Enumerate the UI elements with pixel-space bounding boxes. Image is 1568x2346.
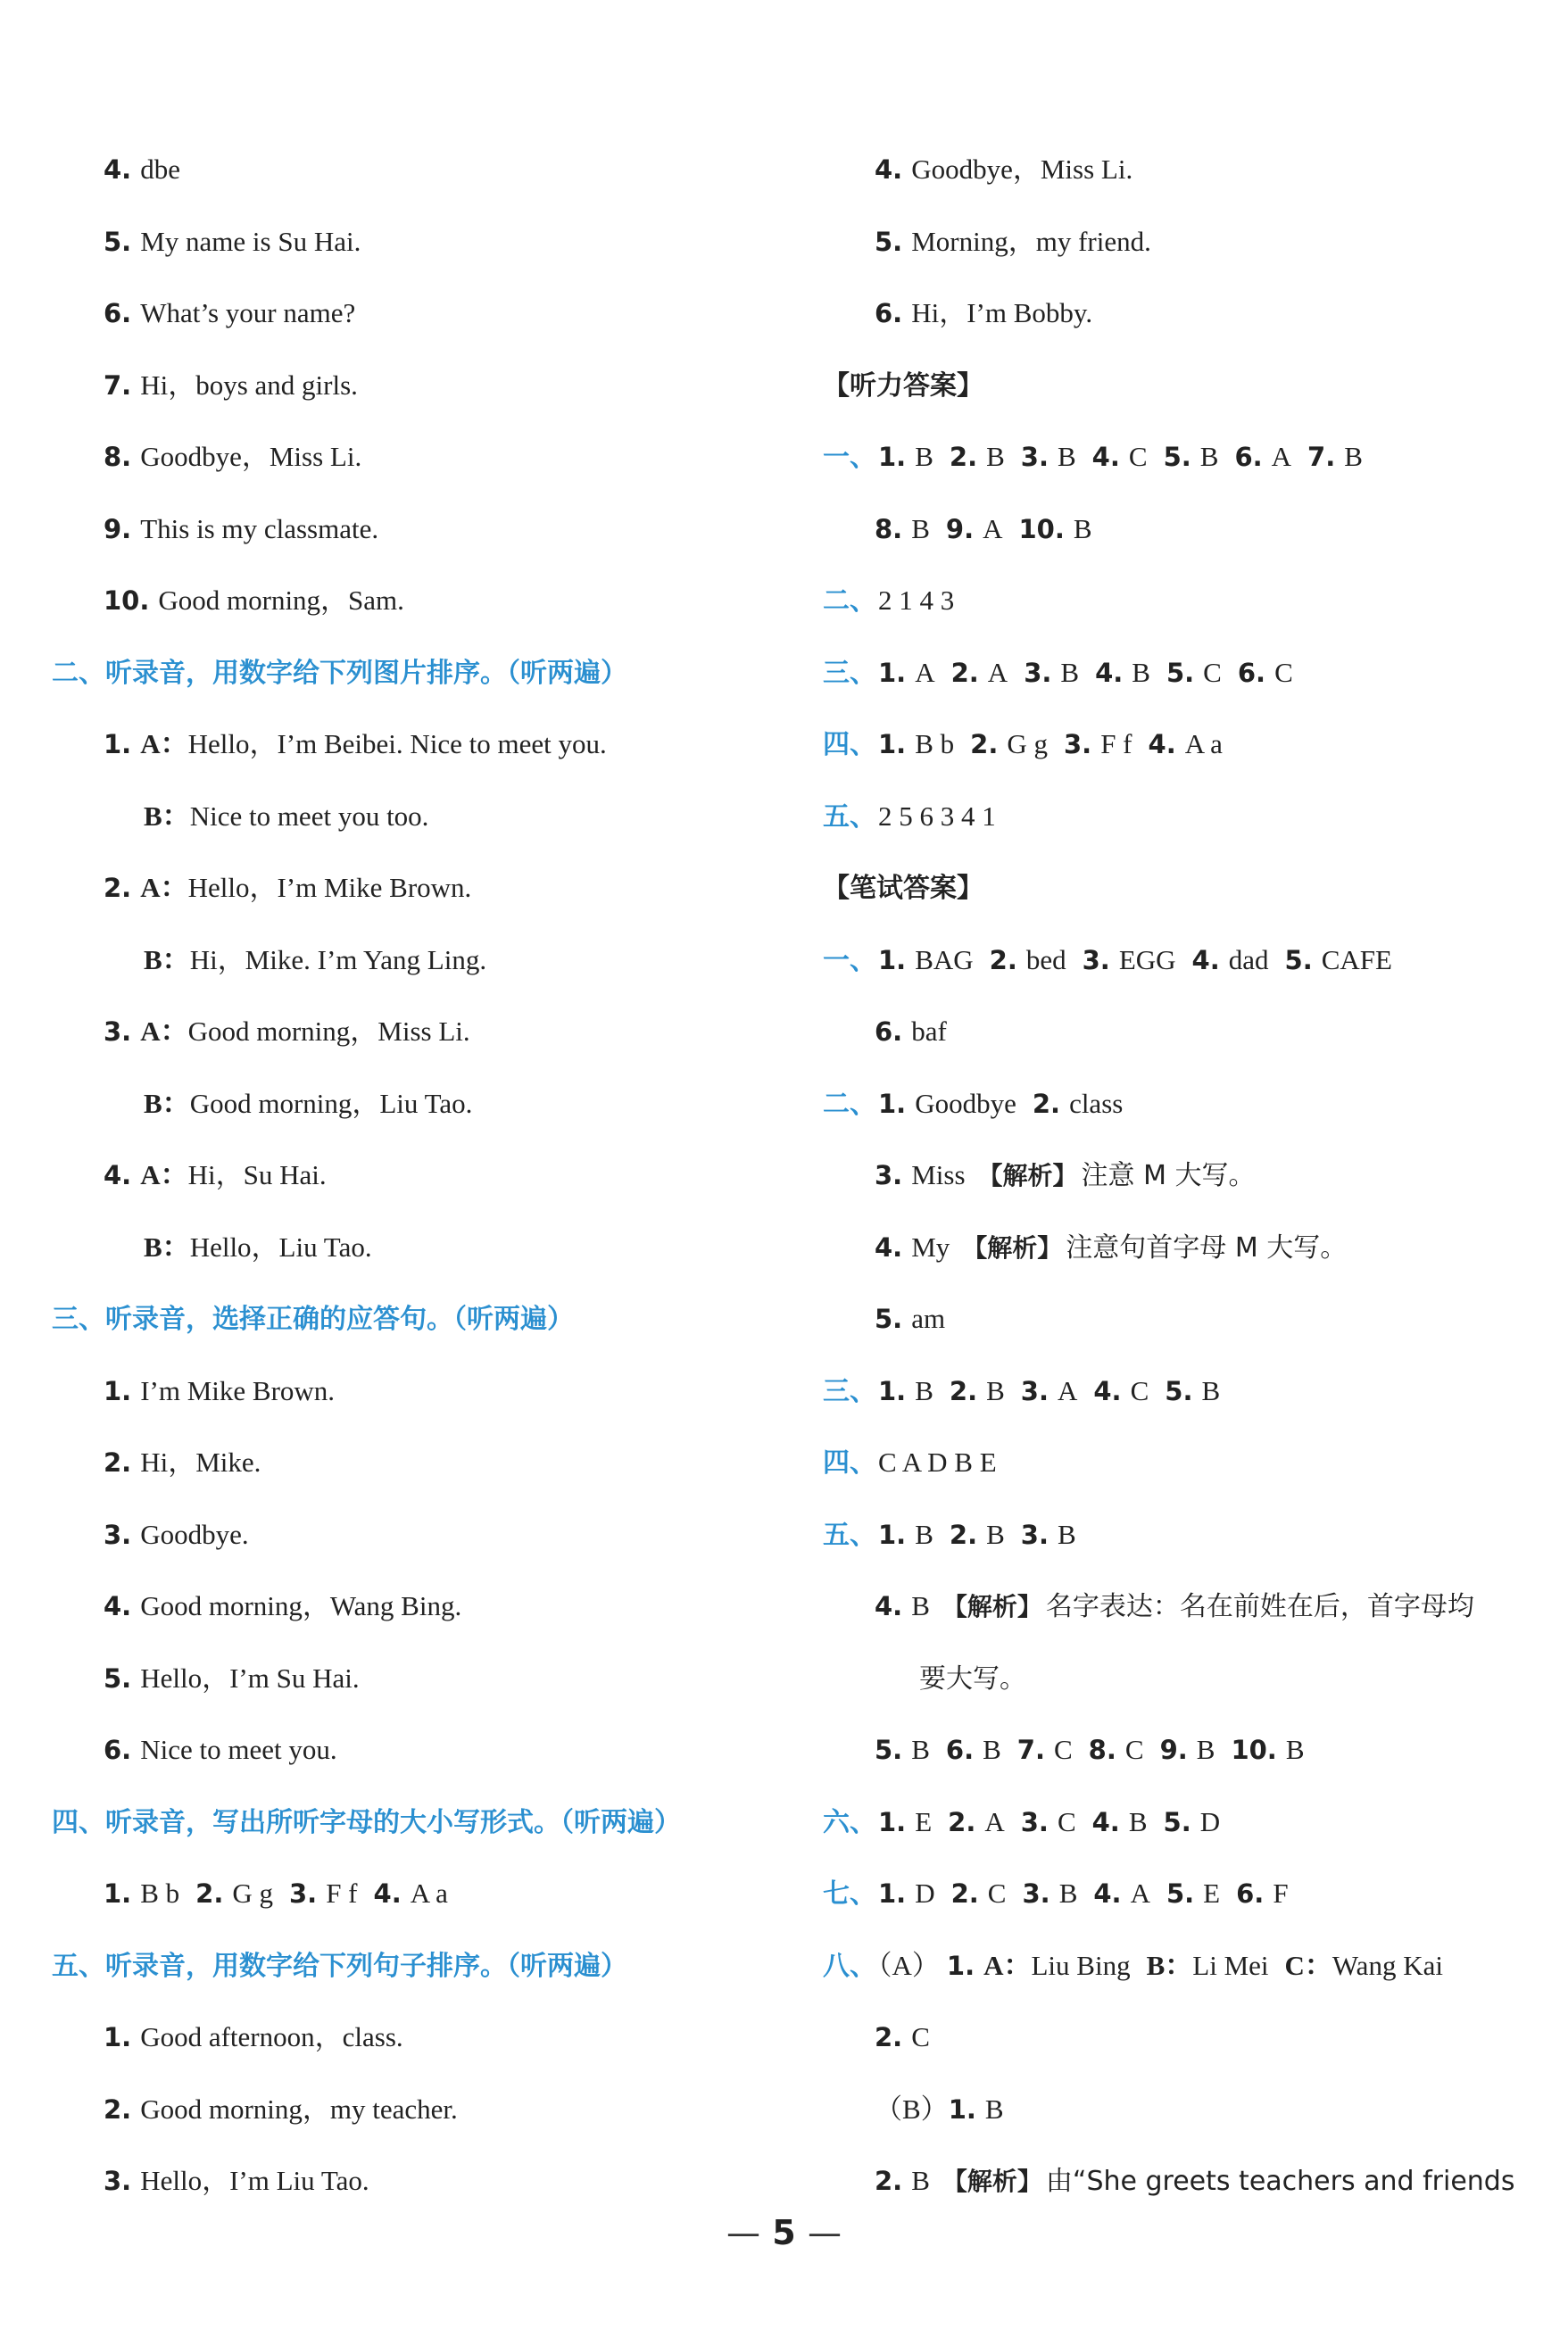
answer-number: 1. <box>878 442 907 472</box>
answer-number: 3. <box>1082 944 1110 975</box>
section-note: （听两遍） <box>453 1304 574 1335</box>
answer-number: 1. <box>878 657 907 688</box>
section-heading: 四、听录音，写出所听字母的大小写形式。 <box>52 1806 560 1838</box>
section-label: 六、 <box>823 1806 876 1838</box>
answer-number: 4. <box>1091 1806 1120 1837</box>
answer-value: F f <box>326 1878 358 1909</box>
item-text: Nice to meet you. <box>140 1734 337 1765</box>
name-label: A： <box>983 1949 1032 1981</box>
answer-heading: 【笔试答案】 <box>823 873 983 904</box>
line-plain <box>823 565 1537 637</box>
section-label: 五、 <box>823 800 876 833</box>
line-dialog <box>52 781 784 853</box>
speaker-label: B： <box>144 1087 190 1119</box>
section-label: 四、 <box>823 729 876 760</box>
item-text: dbe <box>140 153 180 185</box>
item-text: Hi，Mike. <box>140 1447 261 1478</box>
answer-number: 5. <box>1163 442 1191 472</box>
sub-label: （B） <box>875 2093 949 2125</box>
answer-sequence: C A D B E <box>878 1447 997 1478</box>
answer-value: B <box>984 2093 1004 2125</box>
line-note <box>823 1140 1537 1212</box>
line-item <box>52 1714 784 1786</box>
line-answers <box>823 1068 1537 1140</box>
analysis-tag: 【解析】 <box>977 1161 1078 1190</box>
line-item <box>52 1355 784 1428</box>
answer-number: 10. <box>1231 1735 1277 1765</box>
answer-number: 1. <box>946 1950 975 1981</box>
line-item <box>52 421 784 493</box>
line-answers <box>823 1355 1537 1428</box>
item-text: Hi，boys and girls. <box>140 369 358 401</box>
line-heading <box>823 852 1537 924</box>
answer-number: 9. <box>1159 1735 1188 1765</box>
section-heading: 五、听录音，用数字给下列句子排序。 <box>52 1950 507 1982</box>
item-text: Good morning，Sam. <box>158 584 404 616</box>
analysis-text: 名字表达：名在前姓在后，首字母均 <box>1045 1591 1474 1622</box>
answer-number: 10. <box>1018 513 1065 544</box>
line-heading <box>823 350 1537 422</box>
analysis-text-continued: 要大写。 <box>919 1662 1026 1695</box>
item-text: Good afternoon，class. <box>140 2021 403 2052</box>
speaker-label: B： <box>144 943 190 975</box>
answer-value: E <box>1203 1878 1221 1909</box>
answer-number: 3. <box>1022 1878 1050 1909</box>
line-answers <box>52 1858 784 1930</box>
item-text: Morning，my friend. <box>911 225 1151 257</box>
line-answers <box>823 2002 1537 2074</box>
answer-value: B <box>1057 441 1076 472</box>
answer-value: B <box>915 1518 933 1550</box>
answer-number: 2. <box>948 1806 976 1837</box>
answer-number: 5. <box>1163 1806 1191 1837</box>
line-answers <box>823 1714 1537 1786</box>
item-number: 6. <box>104 298 132 328</box>
line-answers <box>823 637 1537 709</box>
line-note <box>823 1571 1537 1643</box>
line-item <box>52 2145 784 2218</box>
answer-number: 1. <box>878 1088 907 1119</box>
line-item <box>52 278 784 350</box>
analysis-text: 注意 M 大写。 <box>1081 1160 1256 1191</box>
answer-value: B <box>911 1590 930 1621</box>
answer-number: 5. <box>1165 1375 1193 1406</box>
answer-value: B <box>1285 1734 1305 1765</box>
answer-value: G g <box>232 1878 273 1909</box>
answer-value: B <box>911 1734 930 1765</box>
line-item <box>823 206 1537 278</box>
line-item <box>52 493 784 566</box>
name-label: B： <box>1146 1949 1193 1981</box>
answer-value: B <box>911 512 930 544</box>
answer-value: B <box>1344 441 1363 472</box>
item-number: 9. <box>104 513 132 544</box>
line-subanswers <box>823 2074 1537 2146</box>
answer-number: 4. <box>1093 1878 1122 1909</box>
dialog-text: Hello，I’m Mike Brown. <box>187 872 472 903</box>
item-text: Hi，I’m Bobby. <box>911 297 1093 328</box>
line-item <box>52 350 784 422</box>
answer-number: 4. <box>373 1878 402 1909</box>
item-number: 3. <box>104 1016 132 1047</box>
answer-number: 2. <box>949 1375 978 1406</box>
answer-number: 3. <box>1020 1806 1049 1837</box>
answer-number: 2. <box>989 944 1017 975</box>
answer-value: EGG <box>1118 943 1176 975</box>
line-item <box>823 278 1537 350</box>
line-section <box>52 1283 784 1355</box>
line-section <box>52 637 784 709</box>
answer-value: Miss <box>911 1159 966 1190</box>
answer-value: B <box>986 1518 1005 1550</box>
answer-number: 1. <box>878 729 907 759</box>
section-heading: 二、听录音，用数字给下列图片排序。 <box>52 657 507 689</box>
item-text: Goodbye，Miss Li. <box>911 153 1133 185</box>
line-dialog <box>52 1140 784 1212</box>
item-number: 1. <box>104 1375 132 1406</box>
answer-number: 8. <box>875 513 903 544</box>
line-section <box>52 1930 784 2002</box>
item-number: 4. <box>875 154 903 185</box>
item-text: Good morning，Wang Bing. <box>140 1590 462 1621</box>
analysis-text: 由“She greets teachers and friends <box>1045 2166 1515 2197</box>
answer-number: 3. <box>1020 442 1049 472</box>
footer-dash-left: — <box>726 2213 761 2252</box>
answer-number: 3. <box>1020 1375 1049 1406</box>
section-label: 三、 <box>823 657 876 689</box>
answer-number: 1. <box>878 1519 907 1550</box>
answer-value: dad <box>1228 943 1269 975</box>
item-text: This is my classmate. <box>140 512 379 544</box>
answer-value: C <box>1053 1734 1073 1765</box>
answer-value: B <box>1132 656 1150 688</box>
answer-number: 5. <box>1166 1878 1195 1909</box>
item-text: Good morning，my teacher. <box>140 2093 458 2125</box>
answer-value: F <box>1273 1878 1289 1909</box>
answer-value: A a <box>410 1878 448 1909</box>
section-note: （听两遍） <box>507 657 627 689</box>
dialog-text: Good morning，Miss Li. <box>187 1015 470 1047</box>
line-answers <box>823 493 1537 566</box>
speaker-label: A： <box>140 1159 188 1190</box>
answer-number: 4. <box>1095 657 1124 688</box>
answer-value: A <box>983 512 1003 544</box>
answer-value: B b <box>915 728 955 759</box>
item-number: 8. <box>104 442 132 472</box>
answer-number: 3. <box>1020 1519 1049 1550</box>
answer-value: C <box>1057 1805 1076 1837</box>
line-names <box>823 1930 1537 2002</box>
section-label: 三、 <box>823 1375 876 1407</box>
name-value: Wang Kai <box>1332 1949 1443 1981</box>
speaker-label: A： <box>140 728 188 759</box>
answer-number: 3. <box>288 1878 318 1909</box>
answer-number: 7. <box>1307 442 1336 472</box>
item-number: 2. <box>104 873 132 903</box>
item-number: 10. <box>104 585 150 616</box>
item-number: 5. <box>104 1662 132 1694</box>
answer-number: 1. <box>878 1878 907 1909</box>
answer-number: 2. <box>875 2022 903 2052</box>
answer-value: A <box>1057 1374 1078 1406</box>
section-label: 五、 <box>823 1519 876 1551</box>
speaker-label: A： <box>140 1015 188 1047</box>
answer-number: 1. <box>104 1878 132 1909</box>
answer-number: 2. <box>950 1878 979 1909</box>
line-dialog <box>52 1068 784 1140</box>
item-number: 3. <box>104 1519 132 1550</box>
line-answers <box>823 1786 1537 1859</box>
item-number: 4. <box>104 1160 132 1190</box>
name-value: Li Mei <box>1192 1949 1269 1981</box>
line-answers <box>823 924 1537 997</box>
footer-dash-right: — <box>807 2213 842 2252</box>
answer-number: 2. <box>875 2166 903 2196</box>
answer-value: C <box>987 1878 1007 1909</box>
answer-value: C <box>911 2021 930 2052</box>
line-dialog <box>52 996 784 1068</box>
line-item <box>52 206 784 278</box>
answer-value: B <box>911 2165 930 2196</box>
answer-value: B <box>1073 512 1092 544</box>
item-number: 1. <box>104 729 132 759</box>
answer-number: 4. <box>1093 1375 1122 1406</box>
line-answers <box>823 1858 1537 1930</box>
answer-number: 6. <box>1236 1878 1265 1909</box>
line-section <box>52 1786 784 1859</box>
answer-value: F f <box>1100 728 1132 759</box>
answer-number: 2. <box>195 1878 224 1909</box>
left-column <box>52 134 784 2218</box>
answer-number: 6. <box>1234 442 1263 472</box>
answer-number: 1. <box>878 1375 907 1406</box>
answer-value: Goodbye <box>915 1087 1016 1119</box>
item-text: Goodbye. <box>140 1518 249 1550</box>
answer-value: My <box>911 1231 950 1263</box>
item-number: 2. <box>104 2093 132 2125</box>
answer-value: B <box>1057 1518 1076 1550</box>
speaker-label: B： <box>144 1231 190 1263</box>
item-text: What’s your name? <box>140 297 356 328</box>
answer-number: 4. <box>1091 442 1120 472</box>
answer-number: 4. <box>875 1591 903 1621</box>
speaker-label: B： <box>144 800 190 832</box>
line-answers <box>823 1283 1537 1355</box>
item-number: 5. <box>104 226 132 257</box>
answer-value: B <box>1058 1878 1078 1909</box>
item-text: Hello，I’m Su Hai. <box>140 1662 360 1694</box>
answer-value: G g <box>1007 728 1048 759</box>
answer-number: 6. <box>945 1735 975 1765</box>
line-dialog <box>52 709 784 781</box>
answer-number: 3. <box>1063 729 1092 759</box>
answer-heading: 【听力答案】 <box>823 369 983 402</box>
answer-value: E <box>915 1805 933 1837</box>
answer-value: B <box>1060 656 1080 688</box>
item-number: 3. <box>104 2166 132 2196</box>
answer-number: 2. <box>970 729 999 759</box>
answer-value: B <box>986 1374 1005 1406</box>
answer-number: 9. <box>945 513 975 544</box>
item-number: 6. <box>875 298 903 328</box>
answer-value: C <box>1128 441 1148 472</box>
item-text: Hello，I’m Liu Tao. <box>140 2165 369 2196</box>
section-label: 八、 <box>823 1950 876 1982</box>
section-note: （听两遍） <box>560 1806 681 1838</box>
line-item <box>52 1499 784 1571</box>
answer-number: 4. <box>875 1231 903 1263</box>
line-answers <box>823 1499 1537 1571</box>
line-answers <box>823 421 1537 493</box>
answer-number: 2. <box>950 657 979 688</box>
answer-value: bed <box>1025 943 1066 975</box>
item-text: Goodbye，Miss Li. <box>140 441 362 472</box>
dialog-text: Hello，Liu Tao. <box>189 1231 372 1263</box>
page-footer <box>0 2213 1568 2252</box>
answer-value: B <box>915 1374 933 1406</box>
answer-number: 1. <box>878 944 907 975</box>
item-text: My name is Su Hai. <box>140 225 361 257</box>
answer-number: 5. <box>1284 944 1313 975</box>
analysis-text: 注意句首字母 M 大写。 <box>1066 1231 1348 1264</box>
answer-value: C <box>1130 1374 1149 1406</box>
answer-number: 3. <box>875 1160 903 1190</box>
line-item <box>52 134 784 206</box>
item-number: 4. <box>104 1591 132 1621</box>
dialog-text: Nice to meet you too. <box>189 800 429 832</box>
answer-value: D <box>915 1878 935 1909</box>
line-item <box>823 134 1537 206</box>
answer-value: A <box>987 656 1008 688</box>
section-label: 七、 <box>823 1878 876 1910</box>
answer-value: A <box>915 656 935 688</box>
answer-value: B <box>1199 441 1219 472</box>
line-plain <box>823 781 1537 853</box>
answer-number: 1. <box>878 1806 907 1837</box>
item-number: 6. <box>104 1735 132 1765</box>
page-number: 5 <box>772 2213 796 2252</box>
section-label: 二、 <box>823 585 876 617</box>
line-cont <box>823 1643 1537 1715</box>
line-item <box>52 2074 784 2146</box>
line-item <box>52 1643 784 1715</box>
answer-value: A <box>1130 1878 1150 1909</box>
answer-value: B <box>983 1734 1001 1765</box>
section-heading: 三、听录音，选择正确的应答句。 <box>52 1304 453 1335</box>
answer-value: C <box>1124 1734 1144 1765</box>
section-note: （听两遍） <box>507 1950 627 1982</box>
line-dialog <box>52 924 784 997</box>
answer-value: A <box>1271 441 1292 472</box>
answer-number: 2. <box>949 442 978 472</box>
item-number: 5. <box>875 226 903 257</box>
answer-value: B <box>1128 1805 1148 1837</box>
item-number: 7. <box>104 369 132 401</box>
answer-sequence: 2 5 6 3 4 1 <box>878 800 996 832</box>
line-dialog <box>52 852 784 924</box>
analysis-tag: 【解析】 <box>942 2167 1042 2196</box>
answer-value: B <box>1201 1374 1221 1406</box>
line-item <box>52 1427 784 1499</box>
answer-number: 4. <box>1191 944 1220 975</box>
analysis-tag: 【解析】 <box>942 1592 1042 1621</box>
answer-value: C <box>1203 656 1222 688</box>
line-item <box>52 2002 784 2074</box>
answer-value: class <box>1069 1087 1124 1119</box>
answer-value: baf <box>911 1015 947 1047</box>
line-answers <box>823 709 1537 781</box>
dialog-text: Hi，Su Hai. <box>187 1159 327 1190</box>
section-label: 一、 <box>823 944 876 976</box>
line-item <box>52 565 784 637</box>
section-label: 一、 <box>823 442 876 473</box>
line-answers <box>823 996 1537 1068</box>
answer-value: B <box>986 441 1005 472</box>
section-label: 二、 <box>823 1088 876 1120</box>
name-label: C： <box>1284 1949 1332 1981</box>
answer-number: 6. <box>1237 657 1266 688</box>
line-note <box>823 1212 1537 1284</box>
dialog-text: Hi，Mike. I’m Yang Ling. <box>189 943 487 975</box>
answer-value: A a <box>1184 728 1223 759</box>
answer-number: 5. <box>875 1735 903 1765</box>
name-value: Liu Bing <box>1031 1949 1131 1981</box>
item-number: 1. <box>104 2022 132 2052</box>
answer-number: 4. <box>1148 729 1176 759</box>
line-plain <box>823 1427 1537 1499</box>
line-note <box>823 2145 1537 2218</box>
answer-number: 6. <box>875 1016 903 1047</box>
answer-value: B <box>1196 1734 1215 1765</box>
answer-value: B <box>915 441 933 472</box>
dialog-text: Good morning，Liu Tao. <box>189 1087 473 1119</box>
line-item <box>52 1571 784 1643</box>
section-label: 四、 <box>823 1447 876 1479</box>
sub-label: （A） <box>878 1949 940 1981</box>
answer-value: A <box>984 1805 1005 1837</box>
answer-number: 2. <box>949 1519 978 1550</box>
answer-number: 1. <box>948 2093 976 2125</box>
answer-number: 3. <box>1024 657 1052 688</box>
answer-value: CAFE <box>1321 943 1392 975</box>
item-text: I’m Mike Brown. <box>140 1374 336 1406</box>
answer-number: 5. <box>1166 657 1195 688</box>
answer-number: 7. <box>1016 1735 1045 1765</box>
answer-number: 5. <box>875 1304 903 1334</box>
line-dialog <box>52 1212 784 1284</box>
right-column <box>823 134 1537 2218</box>
answer-value: D <box>1199 1805 1221 1837</box>
answer-number: 8. <box>1088 1735 1116 1765</box>
answer-value: BAG <box>915 943 974 975</box>
answer-value: B b <box>140 1878 180 1909</box>
speaker-label: A： <box>140 872 188 903</box>
answer-sequence: 2 1 4 3 <box>878 584 955 616</box>
answer-value: C <box>1274 656 1293 688</box>
item-number: 2. <box>104 1447 132 1478</box>
item-number: 4. <box>104 154 132 185</box>
answer-number: 2. <box>1032 1088 1061 1119</box>
answer-value: am <box>911 1303 946 1334</box>
dialog-text: Hello，I’m Beibei. Nice to meet you. <box>187 728 607 759</box>
analysis-tag: 【解析】 <box>962 1232 1063 1263</box>
